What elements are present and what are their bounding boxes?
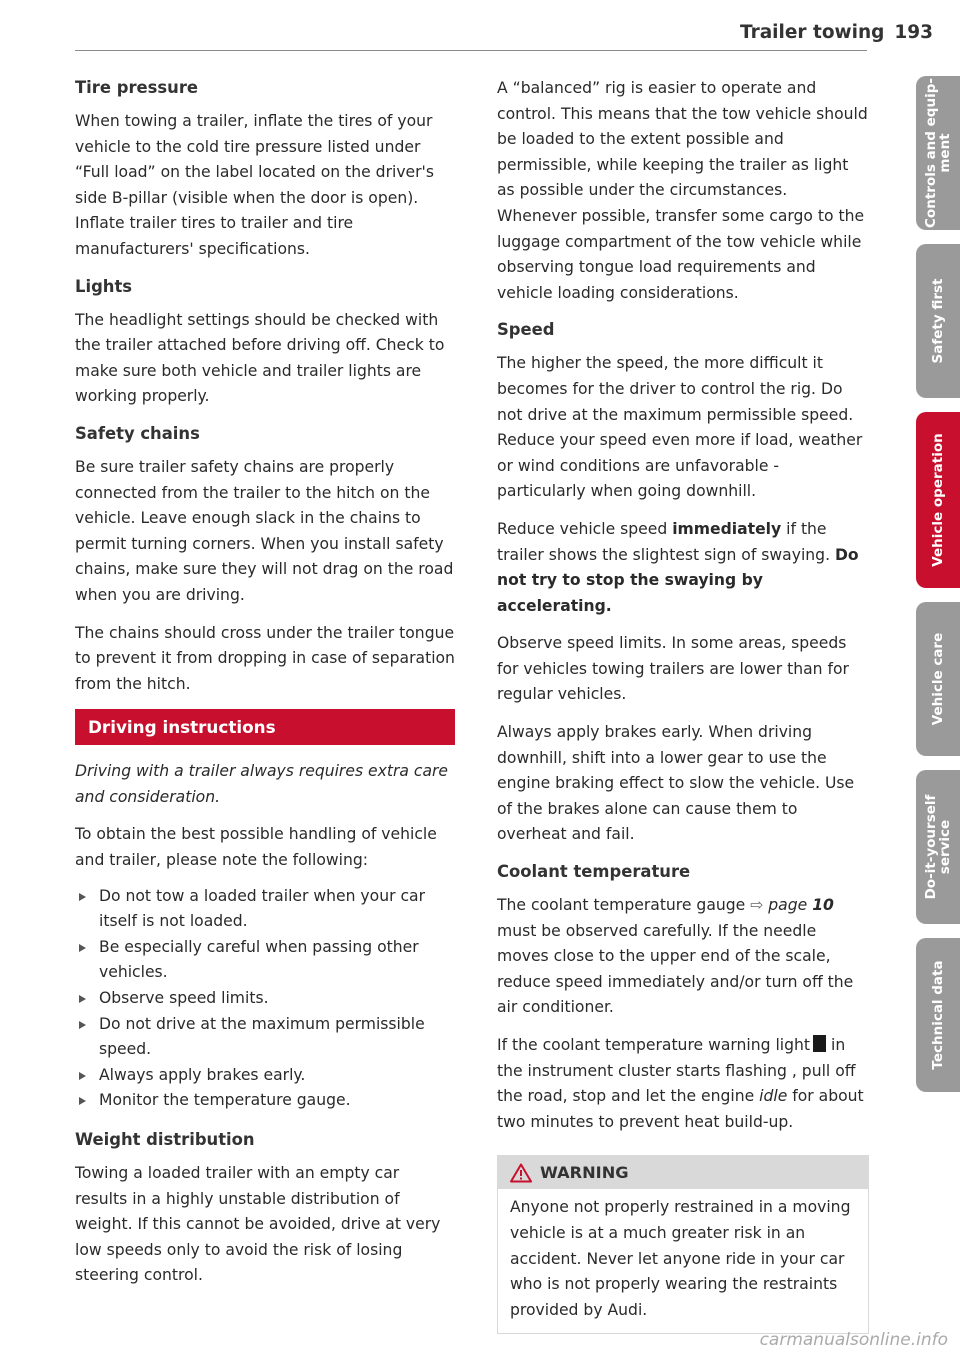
tab-technical-data[interactable]: Technical data (916, 938, 960, 1092)
list-item: Always apply brakes early. (75, 1063, 455, 1089)
safety-chains-text-2: The chains should cross under the trailer tongue to prevent it from dropping in case of separation from the hitch. (75, 623, 455, 693)
driving-instructions-intro: Driving with a trailer always requires extra care and consideration. (75, 762, 449, 806)
left-column (75, 76, 455, 1301)
speed-text-4: Always apply brakes early. When driving downhill, shift into a lower gear to use the engine braking effect to slow the vehicle. Use of the brakes alone can cause them to overheat and fail. (497, 723, 855, 844)
speed-text-3: Observe speed limits. In some areas, speeds for vehicles towing trailers are lower than for regular vehicles. (497, 634, 849, 704)
list-item: Do not tow a loaded trailer when your car itself is not loaded. (75, 884, 455, 935)
driving-instructions-heading: Driving instructions (75, 709, 455, 745)
page-reference-link[interactable]: page 10 (768, 896, 834, 915)
warning-header (498, 1156, 868, 1189)
weight-distribution-text: Towing a loaded trailer with an empty car results in a highly unstable distribution of weight. If this cannot be avoided, drive at very low speeds only to avoid the risk of losing steering control. (75, 1164, 441, 1285)
warning-triangle-icon (510, 1163, 532, 1183)
warning-box (497, 1155, 869, 1334)
list-item: Observe speed limits. (75, 986, 455, 1012)
balanced-rig-text: A “balanced” rig is easier to operate and control. This means that the tow vehicle should be loaded to the extent possible and permissible, while keeping the trailer as light as possible under the circumstances. Whenever possible, transfer some cargo to the luggage compartment of the tow vehicle while observing tongue load requirements and vehicle loading considerations. (497, 79, 868, 302)
emphasis-do-not: Do not try to stop the swaying by accelerating. (497, 545, 859, 615)
safety-chains-heading: Safety chains (75, 423, 200, 443)
tire-pressure-text: When towing a trailer, inflate the tires of your vehicle to the cold tire pressure listed under “Full load” on the label located on the driver's side B-pillar (visible when the door is open). Inflate trailer tires to trailer and tire manufacturers' specifications. (75, 112, 434, 258)
arrow-right-icon: ⇨ (750, 896, 764, 915)
emphasis-immediately: immediately (672, 519, 782, 538)
chapter-tabs (916, 76, 960, 1106)
list-item: Monitor the temperature gauge. (75, 1088, 455, 1114)
speed-text-1: The higher the speed, the more difficult it becomes for the driver to control the rig. Do not drive at the maximum permissible speed. Reduce your speed even more if load, weather or wind conditions are unfavorable - particularly when going downhill. (497, 354, 863, 501)
speed-text-2: Reduce vehicle speed immediately if the trailer shows the slightest sign of swaying. Do not try to stop the swaying by accelerating. (497, 519, 859, 615)
driving-instructions-text: To obtain the best possible handling of vehicle and trailer, please note the following: (75, 825, 437, 870)
page-number: 193 (894, 22, 933, 43)
list-item: Be especially careful when passing other vehicles. (75, 935, 455, 986)
weight-distribution-heading: Weight distribution (75, 1130, 255, 1149)
page-header (740, 22, 933, 43)
right-column (497, 76, 869, 1334)
coolant-text-2: If the coolant temperature warning light in the instrument cluster starts flashing , pull off the road, stop and let the engine idle for about two minutes to prevent heat build-up. (497, 1036, 864, 1131)
warning-title: WARNING (540, 1163, 629, 1183)
tab-vehicle-operation[interactable]: Vehicle operation (916, 412, 960, 588)
tab-vehicle-care[interactable]: Vehicle care (916, 602, 960, 756)
speed-heading: Speed (497, 320, 555, 340)
coolant-text-1: The coolant temperature gauge ⇨ page 10 must be observed carefully. If the needle moves close to the upper end of the scale, reduce speed immediately and/or turn off the air conditioner. (497, 896, 854, 1017)
lights-heading: Lights (75, 276, 133, 296)
lights-text: The headlight settings should be checked with the trailer attached before driving off. Check to make sure both vehicle and trailer lights are working properly. (75, 310, 445, 406)
safety-chains-text-1: Be sure trailer safety chains are properly connected from the trailer to the hitch on the vehicle. Leave enough slack in the chains to permit turning corners. When you install safety chains, make sure they will not drag on the road when you are driving. (75, 457, 454, 604)
driving-instructions-list (75, 884, 455, 1114)
footer-watermark: carmanualsonline.info (759, 1330, 948, 1350)
tab-do-it-yourself-service[interactable]: Do-it-yourself service (916, 770, 960, 924)
tab-controls-and-equipment[interactable]: Controls and equip- ment (916, 76, 960, 230)
idle-term: idle (759, 1087, 788, 1106)
tab-safety-first[interactable]: Safety first (916, 244, 960, 398)
header-rule (75, 50, 867, 51)
warning-text: Anyone not properly restrained in a moving vehicle is at a much greater risk in an accident. Never let anyone ride in your car who is not properly wearing the restraints provided by Audi. (510, 1198, 851, 1319)
coolant-warning-light-icon (813, 1035, 826, 1052)
tire-pressure-heading: Tire pressure (75, 78, 199, 97)
section-title: Trailer towing (739, 22, 885, 43)
coolant-heading: Coolant temperature (497, 862, 691, 882)
list-item: Do not drive at the maximum permissible speed. (75, 1012, 455, 1063)
